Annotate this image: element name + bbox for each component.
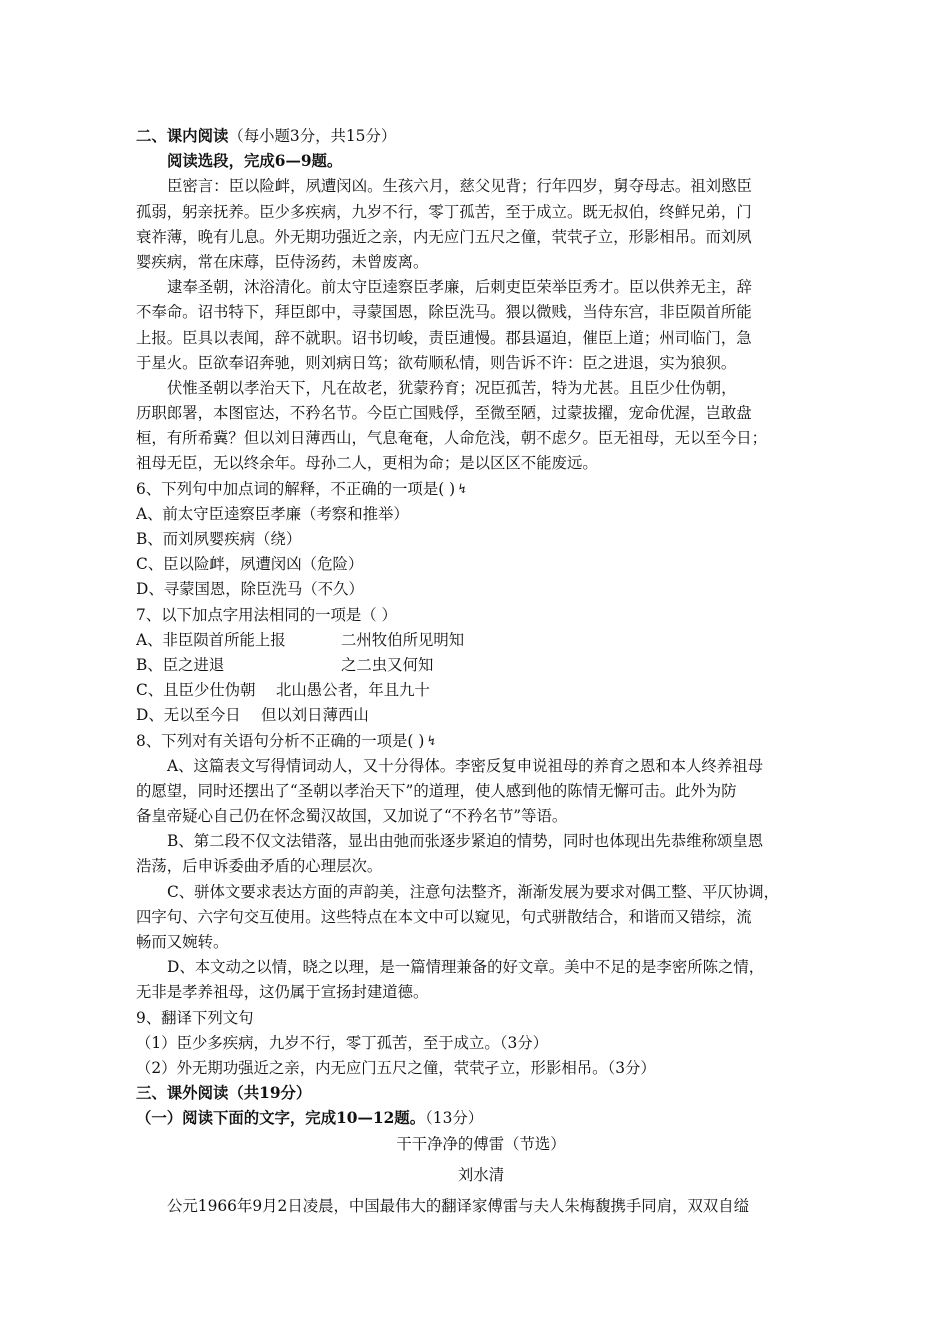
q8-option-line: B、第二段不仅文法错落，显出由弛而张逐步紧迫的情势，同时也体现出先恭维称颂皇恩 <box>167 832 764 851</box>
exam-page <box>136 124 826 1219</box>
passage-line: 逮奉圣朝，沐浴清化。前太守臣逵察臣孝廉，后刺吏臣荣举臣秀才。臣以供养无主，辞 <box>167 278 752 297</box>
q7-option-a <box>136 628 826 653</box>
passage-line: 衰祚薄，晚有儿息。外无期功强近之亲，内无应门五尺之僮，茕茕孑立，形影相吊。而刘夙 <box>136 227 752 246</box>
q7-option-d-right: 但以刘日薄西山 <box>261 706 369 725</box>
q6-option-c: C、臣以险衅，夙遭闵凶（危险） <box>136 555 364 574</box>
passage-line: 伏惟圣朝以孝治天下，凡在故老，犹蒙矜育；况臣孤苦，特为尤甚。且臣少仕伪朝， <box>167 378 737 397</box>
passage-line: 孤弱，躬亲抚养。臣少多疾病，九岁不行，零丁孤苦，至于成立。既无叔伯，终鲜兄弟，门 <box>136 202 752 221</box>
passage-line: 臣密言：臣以险衅，夙遭闵凶。生孩六月，慈父见背；行年四岁，舅夺母志。祖刘愍臣 <box>167 177 752 196</box>
q8-option-line: D、本文动之以情，晓之以理，是一篇情理兼备的好文章。美中不足的是李密所陈之情， <box>167 958 765 977</box>
q7-option-c <box>136 678 826 703</box>
q6-option-a: A、前太守臣逵察臣孝廉（考察和推举） <box>136 504 409 523</box>
q7-option-d-left: D、无以至今日 <box>136 706 241 725</box>
q8-option-line: 备皇帝疑心自己仍在怀念蜀汉故国，又加说了“不矜名节”等语。 <box>136 807 568 826</box>
section3-heading: 三、课外阅读（共19分） <box>136 1084 312 1103</box>
q9-item-2: （2）外无期功强近之亲，内无应门五尺之僮，茕茕孑立，形影相吊。（3分） <box>136 1058 656 1077</box>
q8-option-line: 无非是孝养祖母，这仍属于宣扬封建道德。 <box>136 983 429 1002</box>
passage-line: 祖母无臣，无以终余年。母孙二人，更相为命；是以区区不能废远。 <box>136 454 598 473</box>
q7-option-d <box>136 703 826 728</box>
q7-option-b-left: B、臣之进退 <box>136 655 225 674</box>
article-first-line: 公元1966年9月2日凌晨，中国最伟大的翻译家傅雷与夫人朱梅馥携手同肩，双双自缢 <box>167 1196 750 1215</box>
q9-stem: 9、翻译下列文句 <box>136 1008 254 1027</box>
passage-line: 于星火。臣欲奉诏奔驰，则刘病日笃；欲苟顺私情，则告诉不许：臣之进退，实为狼狈。 <box>136 353 737 372</box>
q6-stem-line <box>136 477 826 502</box>
q6-option-b: B、而刘夙婴疾病（绕） <box>136 530 302 548</box>
q8-option-line: 的愿望，同时还摆出了“圣朝以孝治天下”的道理，使人感到他的陈情无懈可击。此外为防 <box>136 781 737 800</box>
q9-item-1: （1）臣少多疾病，九岁不行，零丁孤苦，至于成立。（3分） <box>136 1033 549 1052</box>
passage-line: 桓，有所希冀？但以刘日薄西山，气息奄奄，人命危浅，朝不虑夕。臣无祖母，无以至今日； <box>136 429 768 448</box>
article-title: 干干净净的傅雷（节选） <box>396 1134 566 1153</box>
q8-option-line: C、骈体文要求表达方面的声韵美，注意句法整齐，渐渐发展为要求对偶工整、平仄协调， <box>167 882 780 901</box>
q7-option-a-right: 二州牧伯所见明知 <box>341 630 465 649</box>
section2-heading-line <box>136 124 826 149</box>
q7-stem: 7、以下加点字用法相同的一项是（ ） <box>136 605 397 624</box>
section2-heading-note: （每小题3分，共15分） <box>228 127 397 145</box>
q6-stem: 6、下列句中加点词的解释，不正确的一项是( ) <box>136 479 456 498</box>
section3-sub-heading: （一）阅读下面的文字，完成10—12题。 <box>136 1109 426 1128</box>
q7-option-c-left: C、且臣少仕伪朝 <box>136 681 256 700</box>
q6-option-d: D、寻蒙国恩，除臣洗马（不久） <box>136 580 364 599</box>
section2-instruction: 阅读选段，完成6—9题。 <box>167 152 343 171</box>
q8-option-line: 四字句、六字句交互使用。这些特点在本文中可以窥见，句式骈散结合，和谐而又错综，流 <box>136 907 752 926</box>
section3-sub-heading-line <box>136 1106 826 1131</box>
passage-line: 婴疾病，常在床蓐，臣侍汤药，未曾废离。 <box>136 252 429 271</box>
q8-option-line: 畅而又婉转。 <box>136 933 229 951</box>
q8-stem: 8、下列对有关语句分析不正确的一项是( ) <box>136 731 425 750</box>
section3-sub-heading-note: （13分） <box>425 1109 484 1128</box>
q7-option-a-left: A、非臣陨首所能上报 <box>136 630 286 649</box>
passage-line: 上报。臣具以表闻，辞不就职。诏书切峻，责臣逋慢。郡县逼迫，催臣上道；州司临门，急 <box>136 328 752 347</box>
q7-option-b-right: 之二虫又何知 <box>341 655 434 674</box>
article-author: 刘水清 <box>457 1165 505 1184</box>
passage-line: 历职郎署，本图宦达，不矜名节。今臣亡国贱俘，至微至陋，过蒙拔擢，宠命优渥，岂敢盘 <box>136 404 752 423</box>
q8-stem-line <box>136 729 826 754</box>
scribble-mark-icon: ↯ <box>426 733 438 749</box>
section2-heading: 二、课内阅读 <box>136 127 229 145</box>
q8-option-line: 浩荡，后申诉委曲矛盾的心理层次。 <box>136 857 383 876</box>
q7-option-c-right: 北山愚公者，年且九十 <box>276 681 430 700</box>
passage-line: 不奉命。诏书特下，拜臣郎中，寻蒙国恩，除臣洗马。猥以微贱，当侍东宫，非臣陨首所能 <box>136 303 752 322</box>
q8-option-line: A、这篇表文写得情词动人，又十分得体。李密反复申说祖母的养育之恩和本人终养祖母 <box>167 756 763 775</box>
scribble-mark-icon: ↯ <box>457 482 469 498</box>
q7-option-b <box>136 653 826 678</box>
